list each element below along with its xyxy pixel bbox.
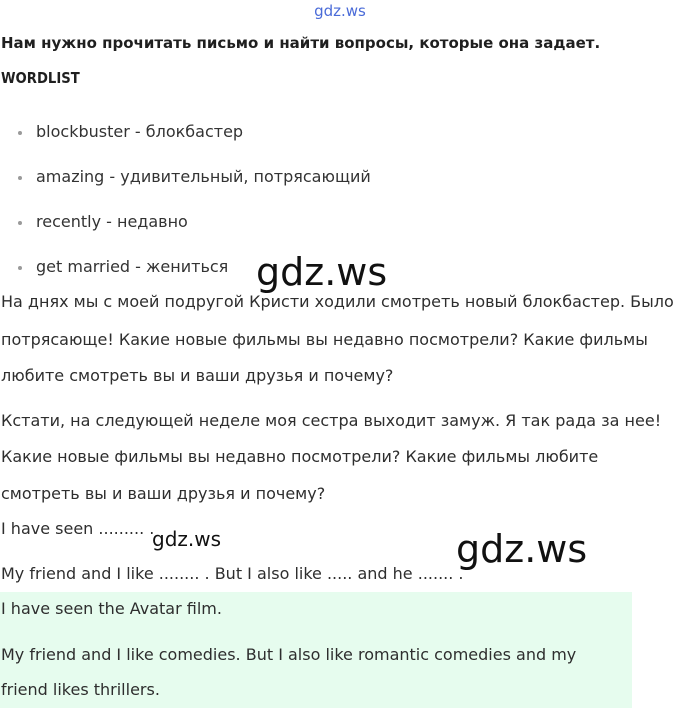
paragraph-line: На днях мы с моей подругой Кристи ходили смотреть новый блокбастер. Было [1,292,674,311]
paragraph-line: любите смотреть вы и ваши друзья и почему? [1,366,394,385]
paragraph-line: смотреть вы и ваши друзья и почему? [1,484,326,503]
template-line-1: I have seen ......... . [1,519,155,538]
wordlist-item-text: blockbuster - блокбастер [36,122,244,141]
answer-line: I have seen the Avatar film. [1,599,222,618]
watermark-top: gdz.ws [314,2,366,20]
answer-line: friend likes thrillers. [1,680,160,699]
bullet-icon [18,221,22,225]
paragraph-line: Кстати, на следующей неделе моя сестра выходит замуж. Я так рада за нее! [1,411,662,430]
watermark-small: gdz.ws [152,527,222,551]
template-line-2: My friend and I like ........ . But I also like ..... and he ....... . [1,564,464,583]
task-instruction: Нам нужно прочитать письмо и найти вопросы, которые она задает. [1,34,601,52]
bullet-icon [18,266,22,270]
wordlist-heading: WORDLIST [1,69,80,87]
watermark-large-right: gdz.ws [456,527,588,571]
bullet-icon [18,131,22,135]
bullet-icon [18,176,22,180]
paragraph-line: Какие новые фильмы вы недавно посмотрели? Какие фильмы любите [1,447,599,466]
wordlist-item-text: recently - недавно [36,212,188,231]
answer-line: My friend and I like comedies. But I also like romantic comedies and my [1,645,577,664]
wordlist-item-text: get married - жениться [36,257,229,276]
answer-box [0,592,632,708]
paragraph-line: потрясающе! Какие новые фильмы вы недавно посмотрели? Какие фильмы [1,330,648,349]
wordlist-item-text: amazing - удивительный, потрясающий [36,167,371,186]
watermark-middle: gdz.ws [256,250,388,294]
